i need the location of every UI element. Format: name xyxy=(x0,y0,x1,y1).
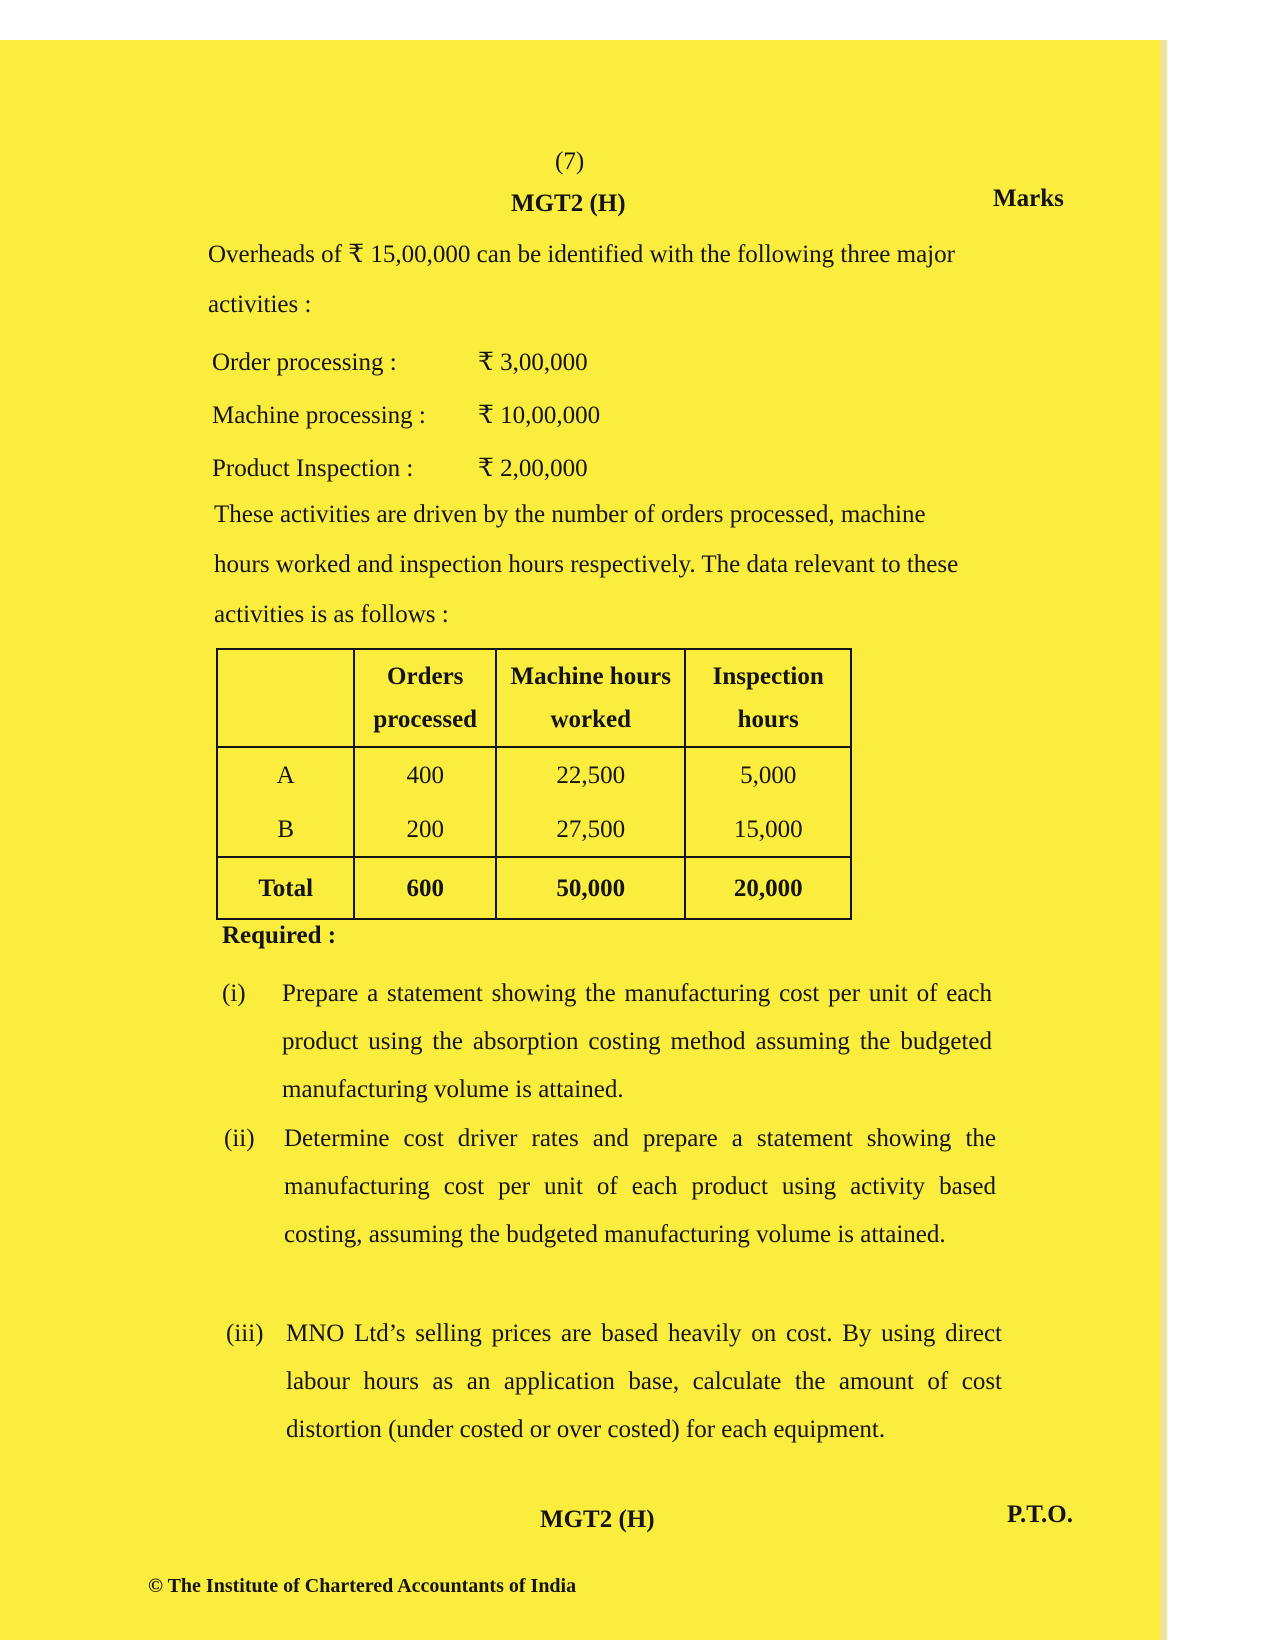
table-cell: 5,000 xyxy=(685,747,851,802)
pto-label: P.T.O. xyxy=(1007,1501,1073,1528)
table-header-cell xyxy=(217,649,354,747)
activity-label: Machine processing : xyxy=(212,402,426,429)
overheads-intro: Overheads of ₹ 15,00,000 can be identified with the following three major activities : xyxy=(208,241,955,318)
requirement-text: Determine cost driver rates and prepare a statement showing the manufacturing cost per unit of each product using activity based costing, assuming the budgeted manufacturing volume is attained. xyxy=(284,1125,996,1248)
table-total-cell: 50,000 xyxy=(496,857,685,919)
requirement-number: (i) xyxy=(222,980,246,1007)
requirement-item xyxy=(222,970,992,1114)
copyright-notice: © The Institute of Chartered Accountants of India xyxy=(148,1575,577,1597)
requirement-number: (iii) xyxy=(226,1320,264,1347)
activity-amount: ₹ 3,00,000 xyxy=(478,349,588,376)
requirement-number: (ii) xyxy=(224,1125,255,1152)
required-heading: Required : xyxy=(222,922,337,949)
table-total-cell: 20,000 xyxy=(685,857,851,919)
table-cell: 400 xyxy=(354,747,496,802)
table-total-cell: 600 xyxy=(354,857,496,919)
table-cell: A xyxy=(217,747,354,802)
table-cell: 15,000 xyxy=(685,802,851,857)
table-cell: 22,500 xyxy=(496,747,685,802)
table-cell: 200 xyxy=(354,802,496,857)
page-edge-strip xyxy=(1160,40,1167,1640)
table-total-cell: Total xyxy=(217,857,354,919)
activity-amount: ₹ 2,00,000 xyxy=(478,455,588,482)
activity-label: Order processing : xyxy=(212,349,397,376)
table-header-cell: Machine hours worked xyxy=(496,649,685,747)
table-header-row xyxy=(217,649,851,747)
table-row xyxy=(217,747,851,802)
table-row xyxy=(217,802,851,857)
table-total-row xyxy=(217,857,851,919)
page-number: (7) xyxy=(555,148,585,175)
table-cell: B xyxy=(217,802,354,857)
activity-label: Product Inspection : xyxy=(212,455,414,482)
requirement-text: MNO Ltd’s selling prices are based heavily on cost. By using direct labour hours as an application base, calculate the amount of cost distortion (under costed or over costed) for each equipment. xyxy=(286,1320,1002,1443)
marks-column-label: Marks xyxy=(993,185,1064,212)
paper-code-header: MGT2 (H) xyxy=(511,190,626,217)
requirement-text: Prepare a statement showing the manufacturing cost per unit of each product using the absorption costing method assuming the budgeted manufacturing volume is attained. xyxy=(282,980,992,1103)
paper-code-footer: MGT2 (H) xyxy=(540,1506,655,1533)
table-cell: 27,500 xyxy=(496,802,685,857)
table-header-cell: Inspection hours xyxy=(685,649,851,747)
cost-drivers-text: These activities are driven by the number of orders processed, machine hours worked and inspection hours respectively. The data relevant to these activities is as follows : xyxy=(214,501,959,628)
activity-amount: ₹ 10,00,000 xyxy=(478,402,601,429)
activity-data-table xyxy=(216,648,852,920)
requirement-item xyxy=(224,1115,996,1259)
requirement-item xyxy=(226,1310,1002,1454)
table-header-cell: Orders processed xyxy=(354,649,496,747)
